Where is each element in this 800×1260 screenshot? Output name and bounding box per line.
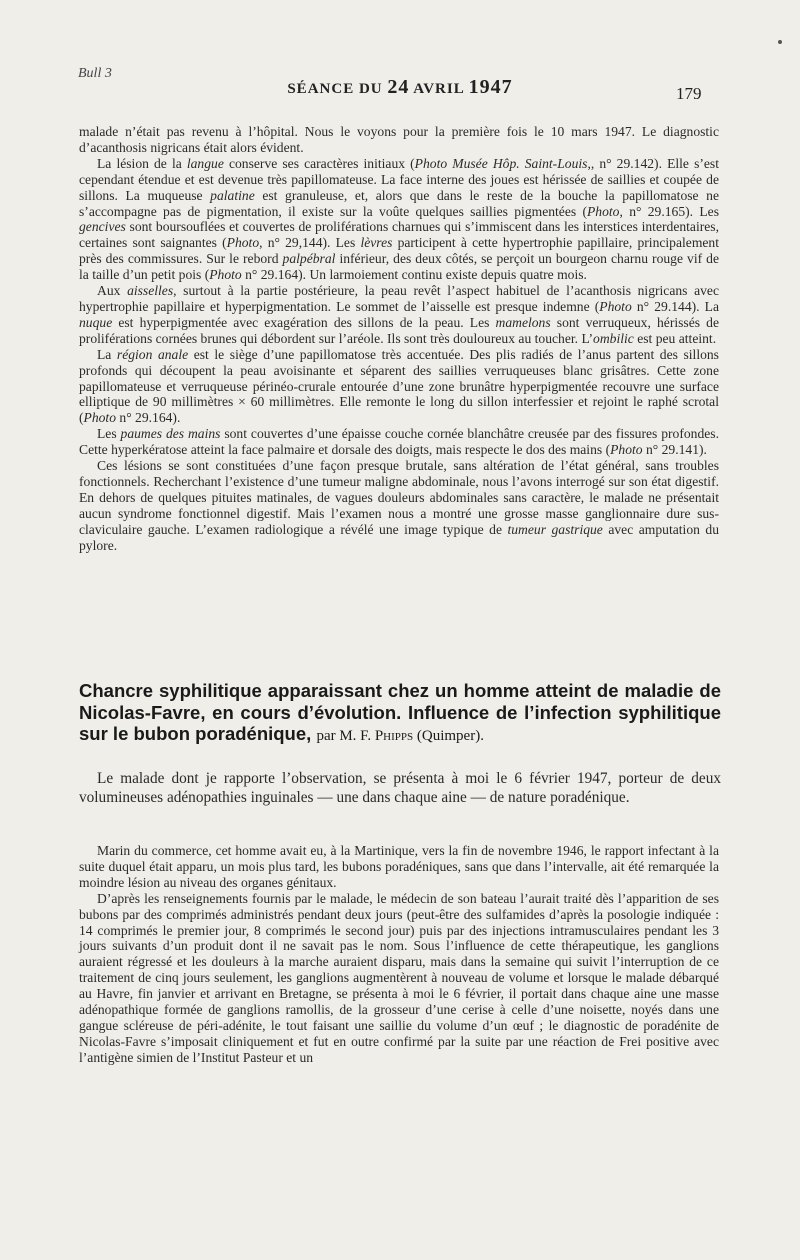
text: , surtout à la partie postérieure, la peau revêt l’aspect habituel de l’acanthosis nigricans avec hypertrophie papillaire et hyperpigmentation. Le sommet de l’aisselle est presque indemne ( (79, 283, 720, 314)
italic-term: Photo (610, 442, 643, 458)
italic-term: Photo (226, 235, 260, 251)
margin-note: Bull 3 (78, 66, 112, 81)
text: n° 29.164). Un larmoiement continu existe depuis quatre mois. (241, 267, 587, 283)
article-title-text: Chancre syphilitique apparaissant chez un homme atteint de maladie de Nicolas-Favre, en cours d’évolution. Influence de l’infection syphilitique sur le bubon poradénique, (79, 680, 721, 744)
text: avec amputation du pylore. (79, 521, 719, 553)
italic-term: Photo (587, 203, 620, 219)
italic-term: gencives (79, 219, 126, 235)
paragraph: Le malade dont je rapporte l’observation, se présenta à moi le 6 février 1947, porteur de deux volumineuses adénopathies inguinales — une dans chaque aine — de nature poradénique. (79, 770, 721, 806)
text: est peu atteint. (633, 330, 717, 346)
running-head-year: 1947 (468, 76, 513, 98)
italic-term: ombilic (593, 330, 634, 346)
text: n° 29.141). (642, 442, 707, 458)
italic-term: palatine (210, 187, 255, 203)
paragraph (79, 283, 719, 347)
paragraph (79, 426, 719, 458)
article-title (79, 680, 721, 748)
italic-term: Photo (599, 298, 632, 314)
text: , n° 29,144). Les (259, 235, 361, 251)
text: participent à cette hypertrophie papillaire, principalement près des commissures. Sur le rebord (79, 235, 719, 267)
author-place: (Quimper). (416, 728, 484, 744)
paragraph (79, 124, 719, 156)
running-head-month: AVRIL (413, 81, 464, 97)
text: , n° 29.165). Les (619, 203, 719, 219)
text: Aux (97, 283, 128, 299)
italic-term: Photo Musée Hôp. Saint-Louis (414, 155, 588, 171)
italic-term: Photo (209, 267, 242, 283)
text: inférieur, des deux côtés, se perçoit un bourgeon charnu rouge vif de la taille d’un petit pois ( (79, 251, 719, 283)
text: sont couvertes d’une épaisse couche cornée blanchâtre creusée par des fissures profondes. Cette hyperkératose atteint la face palmaire et dorsale des doigts, mais respecte le dos des mains ( (79, 426, 719, 458)
page-number: 179 (676, 84, 702, 103)
text: est hyperpigmentée avec exagération des sillons de la peau. Les (112, 314, 496, 330)
italic-term: aisselles (127, 283, 174, 299)
text: ,, n° 29.142). Elle s’est cependant étendue et est devenue très papillomateuse. La face interne des joues est hérissée de saillies et coupée de sillons. La muqueuse (79, 155, 719, 203)
italic-term: paumes des mains (120, 426, 221, 442)
italic-term: Photo (83, 410, 117, 426)
italic-term: mamelons (495, 314, 551, 330)
paragraph (79, 347, 719, 427)
article-body (79, 843, 719, 1066)
text: est granuleuse, et, alors que dans le reste de la bouche la papillomatose ne s’accompagne pas de pigmentation, il existe sur la voûte quelques saillies pigmentées ( (79, 187, 719, 219)
author-prefix: par M. F. (316, 728, 375, 744)
text: Ces lésions se sont constituées d’une façon presque brutale, sans altération de l’état général, sans troubles fonctionnels. Recherchant l’existence d’une tumeur maligne abdominale, nous l’avons interrogé sur son état digestif. En dehors de quelques pituites matinales, de vagues douleurs abdominales sans caractère, le malade ne présentait aucun syndrome fonctionnel digestif. Mais l’examen nous a montré une grosse masse ganglionnaire dure sus-claviculaire gauche. L’examen radiologique a révélé une image typique de (79, 458, 719, 537)
text: La (97, 346, 117, 362)
italic-term: langue (186, 155, 224, 171)
text: conserve ses caractères initiaux ( (223, 155, 415, 171)
case-continuation (79, 124, 719, 553)
italic-term: région anale (116, 346, 189, 362)
text: n° 29.144). La (631, 298, 719, 314)
text: n° 29.164). (116, 410, 181, 426)
italic-term: palpébral (282, 251, 336, 267)
running-head-seance: SÉANCE DU (287, 81, 383, 97)
text: est le siège d’une papillomatose très accentuée. Des plis radiés de l’anus partent des sillons profonds qui découpent la peau avoisinante et séparent des saillies verruqueuses blanc grisâtres. Cette zone papillomateuse et verruqueuse périnéo-crurale entourée d’une zone brunâtre hyperpigmentée recouvre une surface elliptique de 90 millimètres × 60 millimètres. Elle remonte le long du sillon interfessier et rejoint le raphé scrotal ( (79, 346, 719, 426)
page-speck (778, 40, 782, 44)
text: La lésion de la (97, 155, 187, 171)
text: sont verruqueux, hérissés de proliférations cornées brunes qui débordent sur l’aréole. Ils sont très douloureux au toucher. L’ (79, 314, 719, 346)
text: malade n’était pas revenu à l’hôpital. Nous le voyons pour la première fois le 10 mars 1947. Le diagnostic d’acanthosis nigricans était alors évident. (79, 124, 719, 155)
paragraph: Marin du commerce, cet homme avait eu, à la Martinique, vers la fin de novembre 1946, le rapport infectant à la suite duquel était apparu, un mois plus tard, les bubons poradéniques, sans que dans l’intervalle, ait été remarquée la moindre lésion au niveau des organes génitaux. (79, 843, 719, 890)
italic-term: lèvres (360, 235, 393, 251)
text: sont boursouflées et couvertes de proliférations charnues qui s’immiscent dans les interstices interdentaires, certaines sont saignantes ( (79, 219, 719, 251)
paragraph (79, 156, 719, 283)
article-author (316, 728, 484, 744)
italic-term: tumeur gastrique (507, 521, 603, 537)
paragraph: D’après les renseignements fournis par le malade, le médecin de son bateau l’aurait traité dès l’apparition de ses bubons par des comprimés administrés pendant deux jours (peut-être des sulfamides d’après la posologie indiquée : 14 comprimés le premier jour, 8 comprimés le second jour) puis par des injections intramusculaires pendant les 3 jours suivants d’un produit dont il ne savait pas le nom. Sous l’influence de cette thérapeutique, les ganglions auraient régressé et les douleurs à la marche auraient disparu, mais dans la semaine qui suivit l’interruption de ce traitement de cinq jours seulement, les ganglions augmentèrent à nouveau de volume et lorsque le malade débarqué au Havre, fin janvier et arrivant en Bretagne, se présenta à moi le 6 février, il portait dans chaque aine une masse adénopathique formée de ganglions ramollis, de la grosseur d’une cerise à celle d’une noisette, noyés dans une gangue scléreuse de péri-adénite, le tout faisant une saillie du volume d’un œuf ; le diagnostic de poradénite de Nicolas-Favre s’imposait cliniquement et fut en outre confirmé par la suite par une réaction de Frei positive avec l’antigène simien de l’Institut Pasteur et un (79, 890, 719, 1065)
author-name: Phipps (374, 728, 414, 744)
italic-term: nuque (79, 314, 113, 330)
article-intro (79, 770, 721, 807)
running-head-day: 24 (387, 76, 410, 98)
text: Les (97, 426, 121, 442)
paragraph (79, 458, 719, 553)
